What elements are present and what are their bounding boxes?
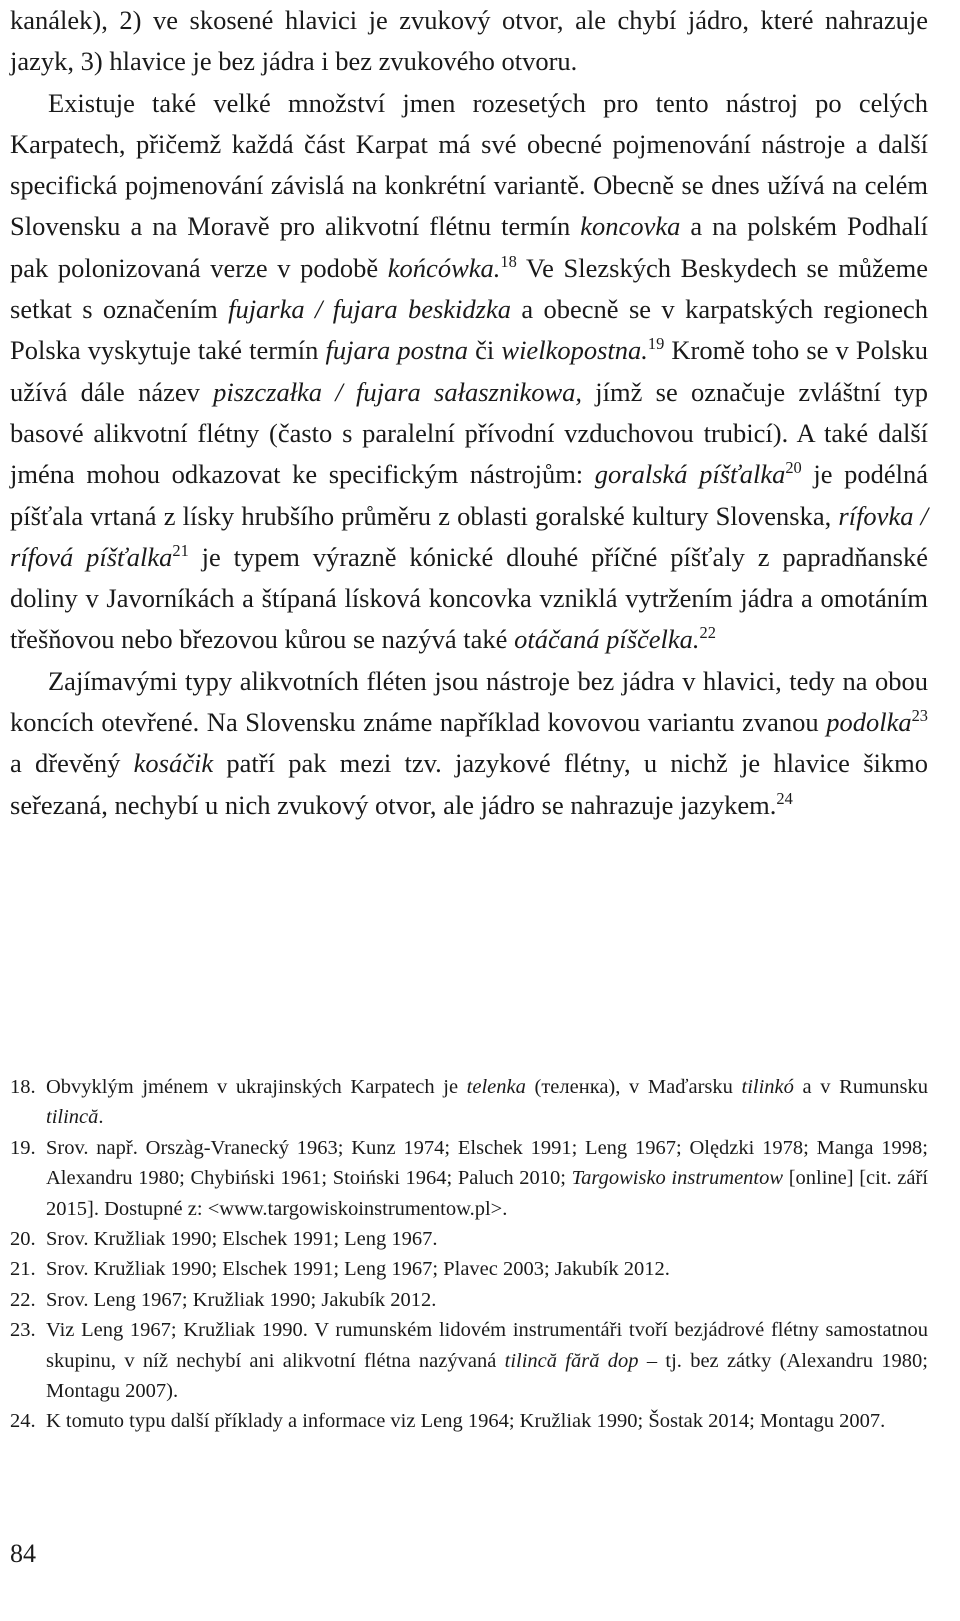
term-italic: fujara postna (325, 335, 469, 366)
footnote-number: 20. (10, 1228, 36, 1251)
footnote-text (46, 1133, 928, 1224)
term-italic: koncovka (580, 211, 681, 242)
text-run: [online] [cit. září 2015]. Dostupné z: <www.targowiskoinstrumentow.pl>. (46, 1167, 928, 1220)
text-run: jímž se označuje zvláštní typ basové alikvotní flétny (často s paralelní přívodní vzduchovou trubicí). A také další jména mohou odkazovat ke specifickým nástrojům: (10, 376, 928, 490)
text-run: Kromě toho se v Polsku užívá dále název (10, 335, 929, 407)
footnote-number: 23. (10, 1319, 36, 1342)
text-run: a v Rumunsku (793, 1076, 928, 1098)
paragraph-open-flutes (10, 661, 928, 826)
footnote-24 (10, 1406, 928, 1436)
footnote-21 (10, 1254, 928, 1284)
footnote-number: 19. (10, 1136, 36, 1159)
term-italic: końcówka. (387, 252, 501, 283)
text-run: a na polském Podhalí pak polonizovaná verze v podobě (10, 211, 928, 283)
footnote-text: Srov. Leng 1967; Kružliak 1990; Jakubík 2012. (46, 1288, 437, 1311)
document-page (10, 0, 928, 1621)
text-run: Existuje také velké množství jmen rozesetých pro tento nástroj po celých Karpatech, přičemž každá část Karpat má své obecné pojmenování nástroje a další specifická pojmenování závislá na konkrétní variantě. Obecně se dnes užívá na celém Slovensku a na Moravě pro alikvotní flétnu termín (10, 87, 928, 242)
text-run: Zajímavými typy alikvotních fléten jsou nástroje bez jádra v hlavici, tedy na obou koncích otevřené. Na Slovensku známe například kovovou variantu zvanou (10, 665, 928, 738)
footnote-22 (10, 1285, 928, 1315)
text-run: kanálek), 2) ve skosené hlavici je zvukový otvor, ale chybí jádro, které nahrazuje jazyk, 3) hlavice je bez jádra i bez zvukového otvoru. (10, 5, 928, 77)
text-run: je podélná píšťala vrtaná z lísky hrubšího průměru z oblasti goralské kultury Slovenska, (10, 459, 928, 531)
footnote-number: 24. (10, 1410, 36, 1433)
text-run: (теленка), v Maďarsku (525, 1076, 742, 1098)
footnote-ref: 22 (699, 623, 716, 643)
footnote-ref: 19 (647, 334, 665, 354)
term-italic: tilinkó (741, 1076, 794, 1098)
text-run: a obecně se v karpatských regionech Polska vyskytuje také termín (10, 294, 928, 366)
text-run: Viz Leng 1967; Kružliak 1990. V rumunském lidovém instrumentáři tvoří bezjádrové flétny samostatnou skupinu, v níž nechybí ani alikvotní flétna nazývaná (46, 1319, 928, 1372)
term-italic: piszczałka / fujara sałasznikowa, (213, 376, 583, 407)
text-run: či (468, 335, 502, 366)
term-italic: wielkopostna. (501, 335, 648, 366)
footnotes (10, 1072, 928, 1437)
text-run: Ve Slezských Beskydech se můžeme setkat s označením (10, 252, 928, 325)
footnote-23 (10, 1315, 928, 1406)
term-italic: kosáčik (133, 748, 214, 779)
paragraph-names (10, 83, 928, 661)
term-italic: otáčaná píščelka. (514, 624, 700, 655)
footnote-18 (10, 1072, 928, 1133)
text-run: . (98, 1106, 104, 1129)
footnote-ref: 20 (785, 458, 802, 478)
footnote-number: 18. (10, 1076, 36, 1098)
footnote-ref: 21 (172, 541, 189, 561)
text-run: je typem výrazně kónické dlouhé příčné píšťaly z papradňanské doliny v Javorníkách a štípaná lísková koncovka vzniklá vytržením jádra a omotáním třešňovou nebo březovou kůrou se nazývá také (10, 541, 929, 655)
footnote-number: 22. (10, 1288, 36, 1311)
footnote-number: 21. (10, 1258, 36, 1281)
term-italic: telenka (466, 1076, 526, 1098)
footnote-text (46, 1315, 928, 1406)
text-run: patří pak mezi tzv. jazykové flétny, u nichž je hlavice šikmo seřezaná, nechybí u nich zvukový otvor, ale jádro se nahrazuje jazykem. (10, 748, 928, 820)
footnote-text: Srov. Kružliak 1990; Elschek 1991; Leng 1967. (46, 1228, 438, 1251)
term-italic: fujarka / fujara beskidzka (228, 294, 511, 325)
footnote-text: K tomuto typu další příklady a informace viz Leng 1964; Kružliak 1990; Šostak 2014; Montagu 2007. (46, 1410, 886, 1433)
text-run: Srov. např. Orszàg-Vranecký 1963; Kunz 1974; Elschek 1991; Leng 1967; Olędzki 1978; Manga 1998; Alexandru 1980; Chybiński 1961; Stoiński 1964; Paluch 2010; (46, 1136, 928, 1190)
text-run: Obvyklým jménem v ukrajinských Karpatech je (46, 1076, 467, 1098)
footnote-ref: 24 (776, 788, 793, 808)
footnote-text: Srov. Kružliak 1990; Elschek 1991; Leng 1967; Plavec 2003; Jakubík 2012. (46, 1258, 670, 1281)
term-italic: rífovka / rífová píšťalka (10, 500, 928, 572)
term-italic: tilincă fără dop (504, 1349, 639, 1372)
paragraph-continued (10, 0, 928, 83)
footnote-ref: 23 (911, 706, 928, 726)
term-italic: tilincă (46, 1106, 99, 1129)
text-run: – tj. bez zátky (Alexandru 1980; Montagu 2007). (46, 1349, 928, 1403)
footnote-text (46, 1072, 928, 1133)
body-text (10, 0, 928, 826)
text-run: a dřevěný (10, 748, 134, 779)
term-italic: podolka (826, 707, 912, 738)
footnote-ref: 18 (500, 251, 517, 271)
page-number: 84 (10, 1539, 36, 1568)
term-italic: Targowisko instrumentow (571, 1167, 784, 1190)
term-italic: goralská píšťalka (594, 459, 786, 490)
footnote-20 (10, 1224, 928, 1254)
footnote-19 (10, 1133, 928, 1224)
